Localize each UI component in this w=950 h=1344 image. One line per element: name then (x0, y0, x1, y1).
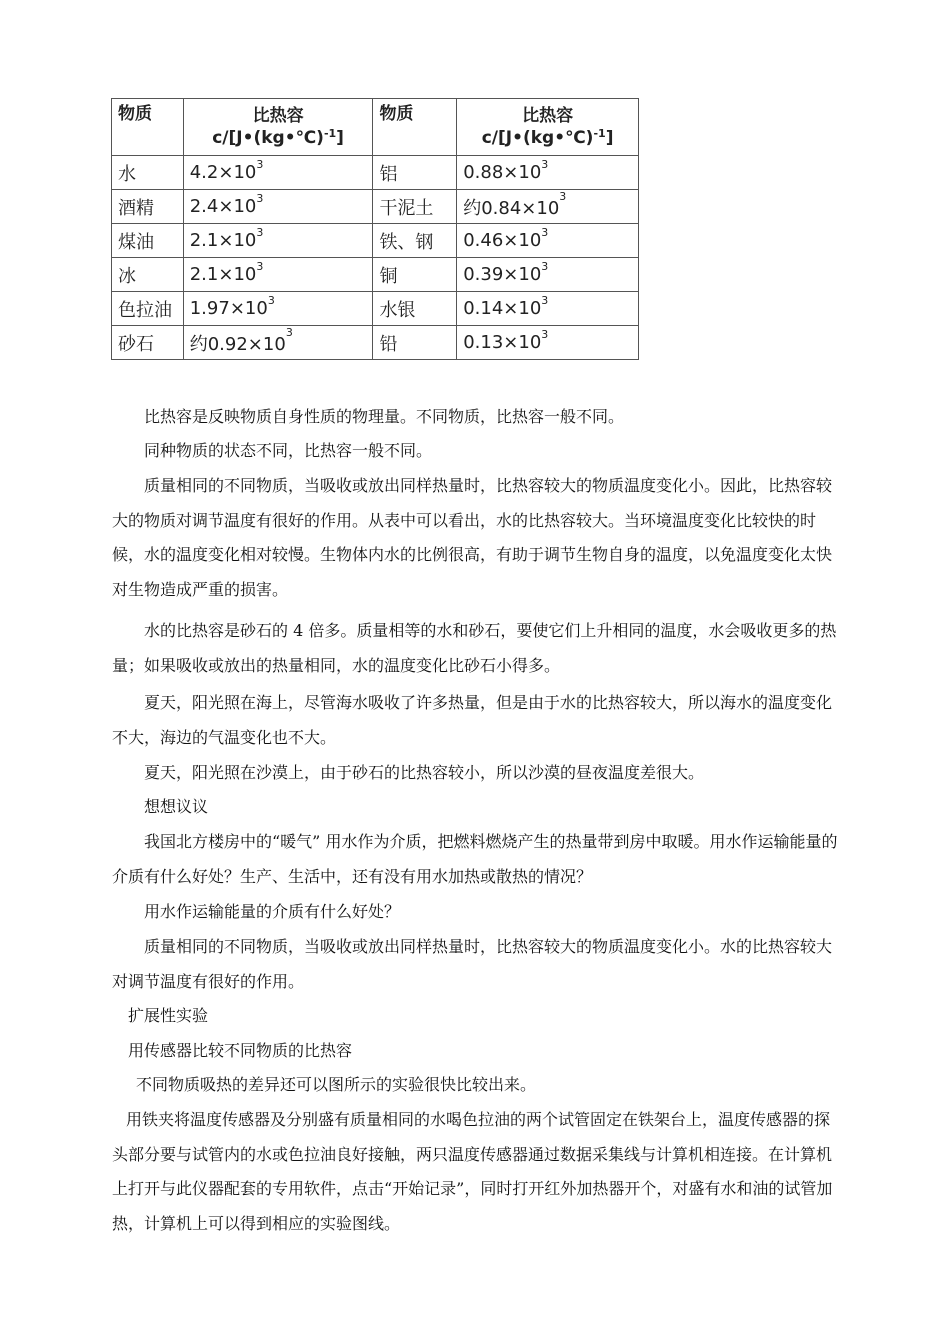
section-heading-sensor: 用传感器比较不同物质的比热容 (128, 1041, 353, 1060)
substance-cell: 煤油 (112, 224, 184, 258)
table-row (112, 156, 639, 190)
value-cell: 约$0.92\times 10^3$ (183, 326, 373, 360)
section-heading-extension: 扩展性实验 (128, 1006, 209, 1025)
table-row (112, 190, 639, 224)
value-cell: $1.97\times 10^3$ (183, 292, 373, 326)
table-row (112, 326, 639, 360)
value-cell: $0.14\times 10^3$ (457, 292, 639, 326)
substance-cell: 酒精 (112, 190, 184, 224)
substance-cell: 铝 (373, 156, 457, 190)
section-heading-think: 想想议议 (144, 797, 209, 816)
substance-cell: 色拉油 (112, 292, 184, 326)
value-cell: $0.39\times 10^3$ (457, 258, 639, 292)
value-cell: $2.1\times 10^3$ (183, 258, 373, 292)
value-cell: $2.4\times 10^3$ (183, 190, 373, 224)
substance-cell: 砂石 (112, 326, 184, 360)
table-row (112, 258, 639, 292)
value-cell: 约$0.84\times 10^3$ (457, 190, 639, 224)
substance-cell: 干泥土 (373, 190, 457, 224)
table-row (112, 224, 639, 258)
paragraph-water-vs-sand: 水的比热容是砂石的 4 倍多。质量相等的水和砂石，要使它们上升相同的温度，水会吸收更多的热量；如果吸收或放出的热量相同，水的温度变化比砂石小得多。 (112, 621, 837, 675)
table-row (112, 292, 639, 326)
paragraph-answer: 质量相同的不同物质，当吸收或放出同样热量时，比热容较大的物质温度变化小。水的比热容较大对调节温度有很好的作用。 (112, 937, 833, 991)
value-cell: $0.46\times 10^3$ (457, 224, 639, 258)
value-cell: $0.13\times 10^3$ (457, 326, 639, 360)
paragraph-definition: 比热容是反映物质自身性质的物理量。不同物质，比热容一般不同。 (144, 407, 625, 426)
substance-cell: 水 (112, 156, 184, 190)
paragraph-question: 用水作运输能量的介质有什么好处？ (144, 902, 401, 921)
paragraph-intro-experiment: 不同物质吸热的差异还可以图所示的实验很快比较出来。 (136, 1075, 537, 1094)
header-substance-2: 物质 (373, 99, 457, 156)
value-cell: $2.1\times 10^3$ (183, 224, 373, 258)
substance-cell: 水银 (373, 292, 457, 326)
substance-cell: 铅 (373, 326, 457, 360)
substance-cell: 冰 (112, 258, 184, 292)
substance-cell: 铜 (373, 258, 457, 292)
specific-heat-table (111, 98, 639, 360)
header-specific-heat-1: 比热容 c/[J•(kg•℃)$^{-1}$] (183, 99, 373, 156)
table-header-row (112, 99, 639, 156)
paragraph-sea: 夏天，阳光照在海上，尽管海水吸收了许多热量，但是由于水的比热容较大，所以海水的温度变化不大，海边的气温变化也不大。 (112, 693, 833, 747)
header-substance-1: 物质 (112, 99, 184, 156)
header-specific-heat-2: 比热容 c/[J•(kg•℃)$^{-1}$] (457, 99, 639, 156)
paragraph-desert: 夏天，阳光照在沙漠上，由于砂石的比热容较小，所以沙漠的昼夜温度差很大。 (144, 763, 705, 782)
paragraph-heating: 我国北方楼房中的“暖气” 用水作为介质，把燃料燃烧产生的热量带到房中取暖。用水作运输能量的介质有什么好处？生产、生活中，还有没有用水加热或散热的情况？ (112, 832, 838, 886)
substance-cell: 铁、钢 (373, 224, 457, 258)
value-cell: $0.88\times 10^3$ (457, 156, 639, 190)
paragraph-regulation: 质量相同的不同物质，当吸收或放出同样热量时，比热容较大的物质温度变化小。因此，比热容较大的物质对调节温度有很好的作用。从表中可以看出，水的比热容较大。当环境温度变化比较快的时候，水的温度变化相对较慢。生物体内水的比例很高，有助于调节生物自身的温度，以免温度变化太快对生物造成严重的损害。 (112, 476, 833, 599)
paragraph-state: 同种物质的状态不同，比热容一般不同。 (144, 441, 433, 460)
value-cell: $4.2\times 10^3$ (183, 156, 373, 190)
paragraph-procedure: 用铁夹将温度传感器及分别盛有质量相同的水喝色拉油的两个试管固定在铁架台上，温度传感器的探头部分要与试管内的水或色拉油良好接触，两只温度传感器通过数据采集线与计算机相连接。在计算机上打开与此仪器配套的专用软件，点击“开始记录”，同时打开红外加热器开个，对盛有水和油的试管加热，计算机上可以得到相应的实验图线。 (112, 1110, 833, 1233)
